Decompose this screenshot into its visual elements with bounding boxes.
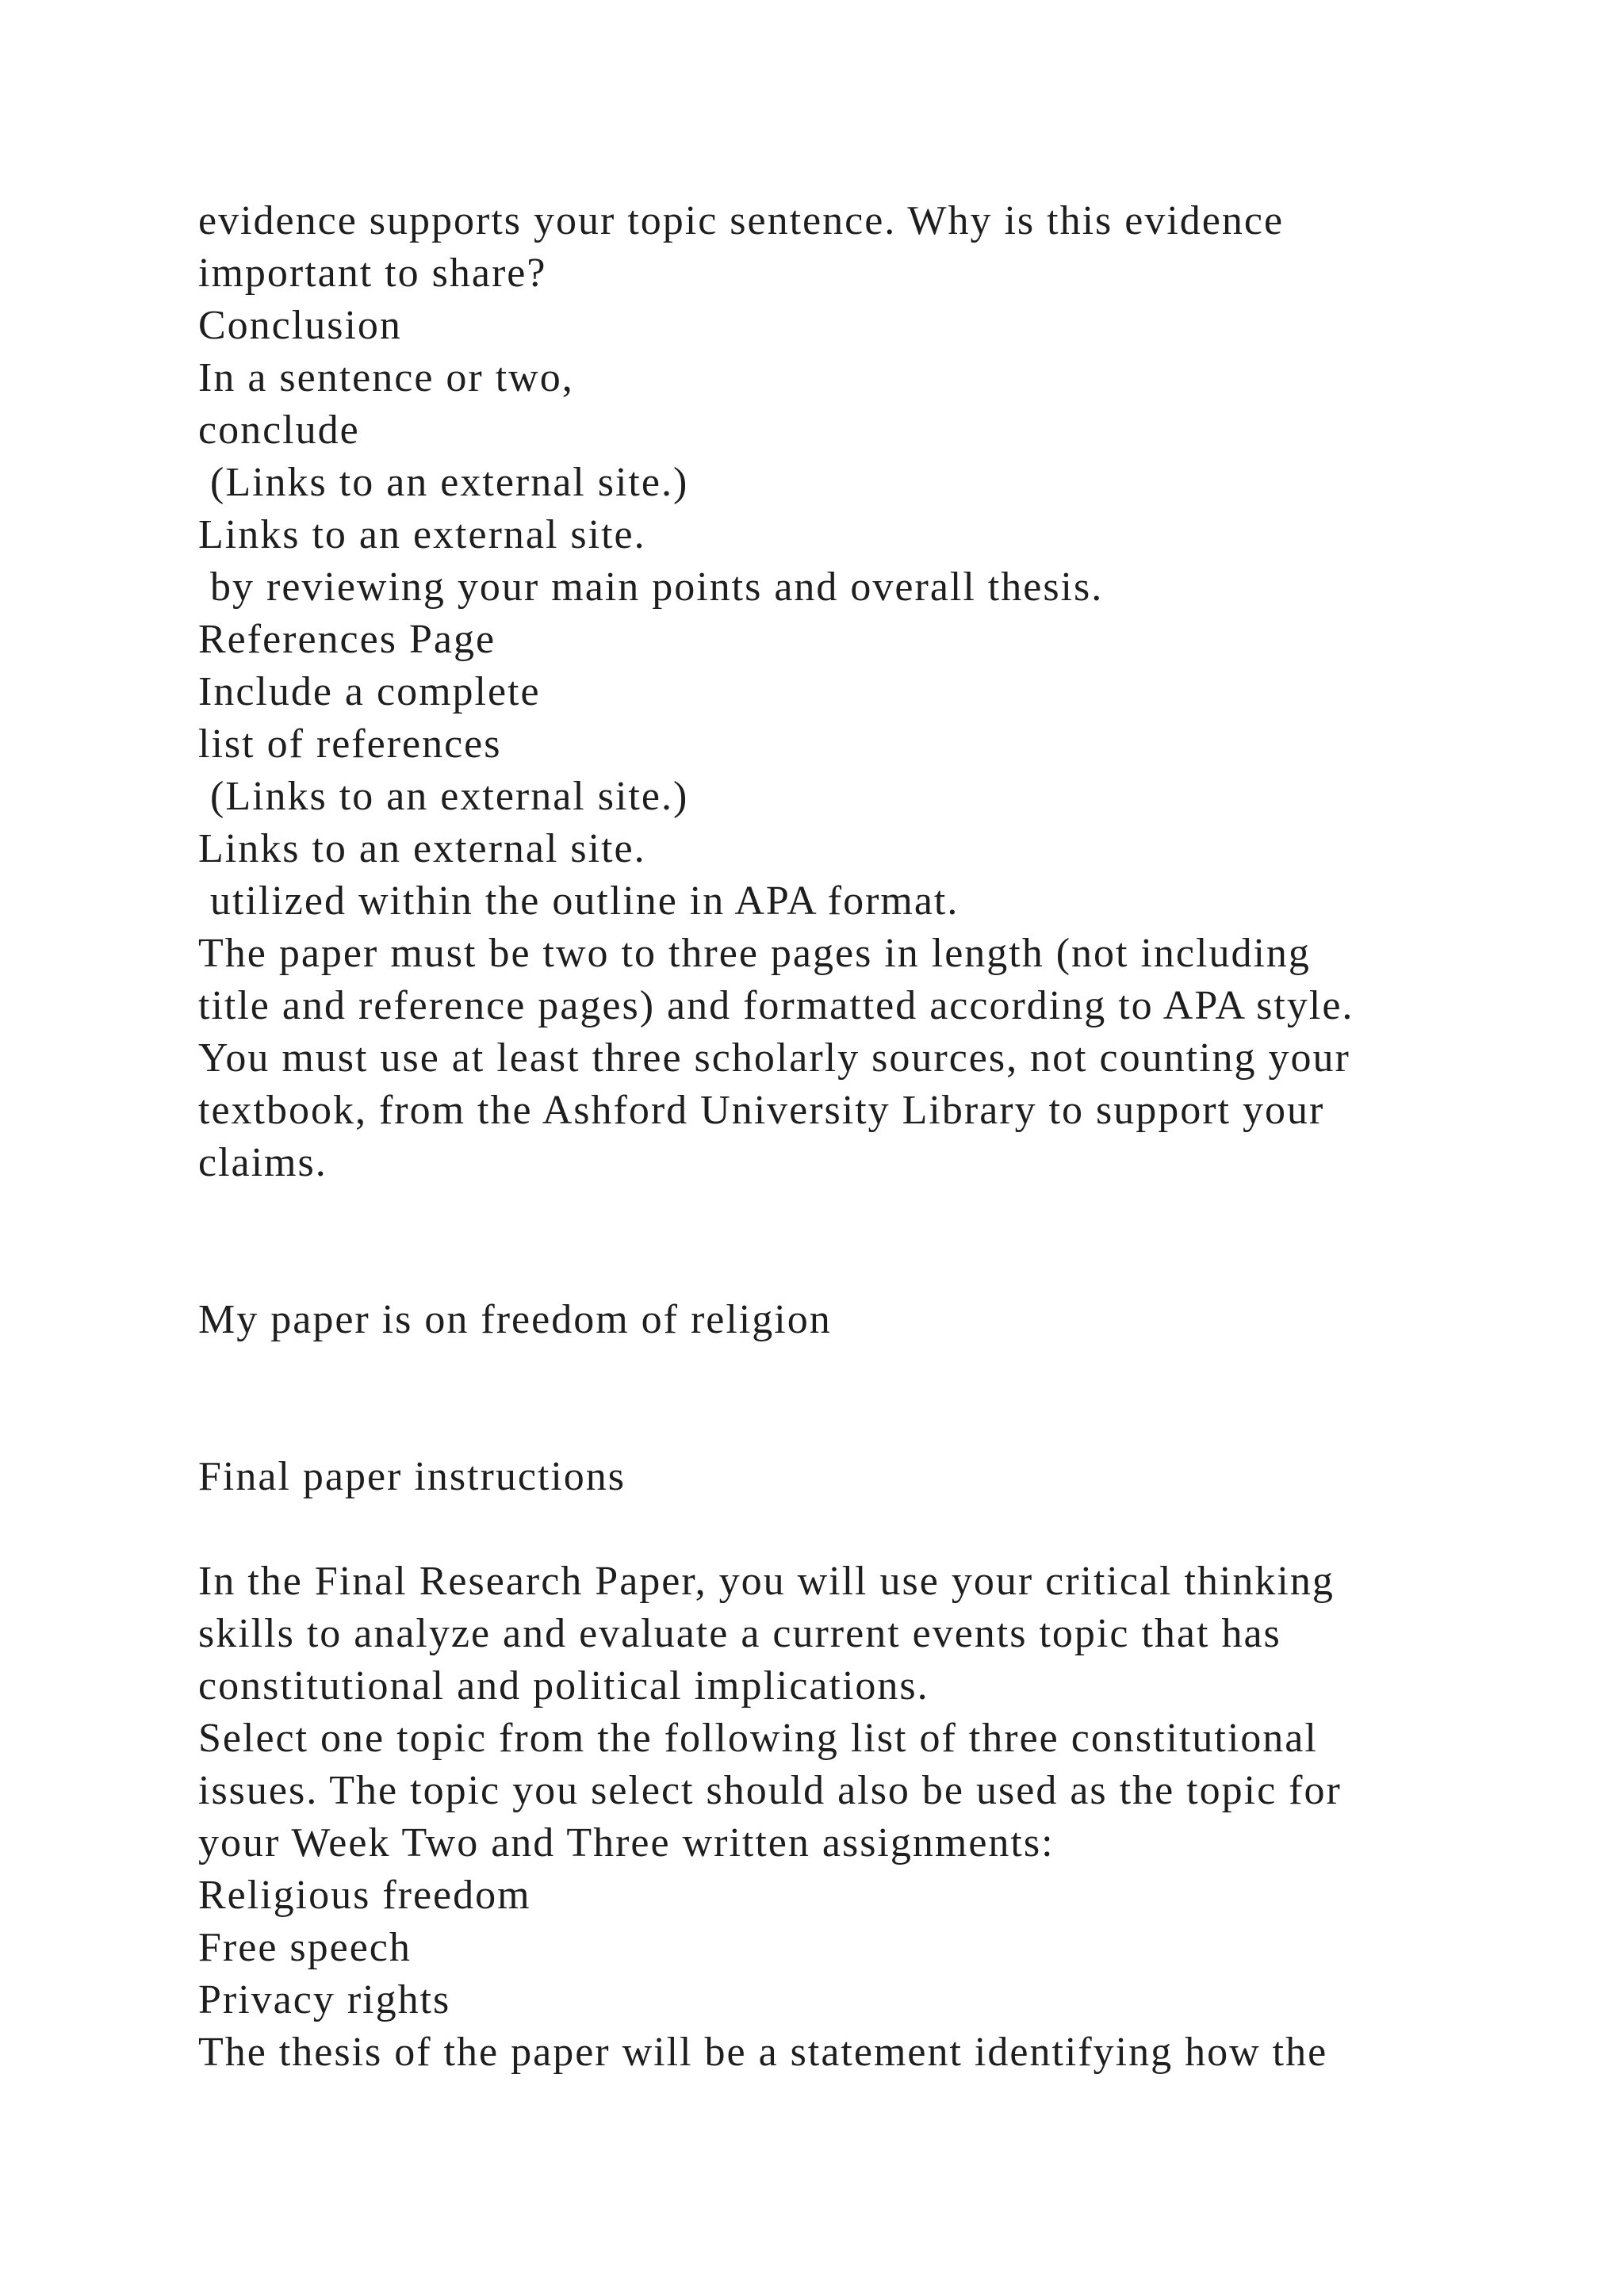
text-line: Select one topic from the following list of three constitutional	[198, 1716, 1318, 1761]
blank-line	[198, 1399, 1530, 1451]
text-line: Include a complete	[198, 669, 541, 714]
text-line: important to share?	[198, 251, 547, 296]
text-line: constitutional and political implications.	[198, 1663, 929, 1709]
text-line: In a sentence or two,	[198, 355, 574, 400]
text-line: list of references	[198, 721, 502, 767]
blank-line	[198, 1189, 1530, 1242]
document-body	[198, 195, 1530, 2079]
external-link-note: Links to an external site.	[198, 826, 646, 871]
blank-line	[198, 1503, 1530, 1556]
text-line: evidence supports your topic sentence. Why is this evidence	[198, 198, 1285, 243]
section-heading-final-paper: Final paper instructions	[198, 1454, 626, 1499]
text-line: by reviewing your main points and overall thesis.	[198, 564, 1104, 610]
section-heading-references: References Page	[198, 617, 496, 662]
section-heading-conclusion: Conclusion	[198, 303, 402, 348]
text-line: You must use at least three scholarly sources, not counting your	[198, 1035, 1350, 1081]
text-line: your Week Two and Three written assignments:	[198, 1820, 1055, 1866]
text-line: utilized within the outline in APA format.	[198, 878, 959, 924]
external-link-note: (Links to an external site.)	[198, 460, 689, 505]
external-link-note: (Links to an external site.)	[198, 774, 689, 819]
topic-option-free-speech: Free speech	[198, 1925, 412, 1970]
text-line: issues. The topic you select should also be used as the topic for	[198, 1768, 1342, 1813]
topic-statement: My paper is on freedom of religion	[198, 1297, 832, 1342]
text-line: textbook, from the Ashford University Library to support your	[198, 1088, 1325, 1133]
text-line: The paper must be two to three pages in length (not including	[198, 931, 1311, 976]
text-line: title and reference pages) and formatted according to APA style.	[198, 983, 1354, 1028]
text-line: claims.	[198, 1140, 327, 1185]
text-line: The thesis of the paper will be a statement identifying how the	[198, 2030, 1328, 2075]
text-line: skills to analyze and evaluate a current events topic that has	[198, 1611, 1281, 1656]
text-line: conclude	[198, 408, 360, 453]
blank-line	[198, 1242, 1530, 1294]
topic-option-privacy-rights: Privacy rights	[198, 1977, 451, 2022]
text-line: In the Final Research Paper, you will use your critical thinking	[198, 1559, 1335, 1604]
blank-line	[198, 1346, 1530, 1399]
topic-option-religious-freedom: Religious freedom	[198, 1873, 531, 1918]
external-link-note: Links to an external site.	[198, 512, 646, 557]
